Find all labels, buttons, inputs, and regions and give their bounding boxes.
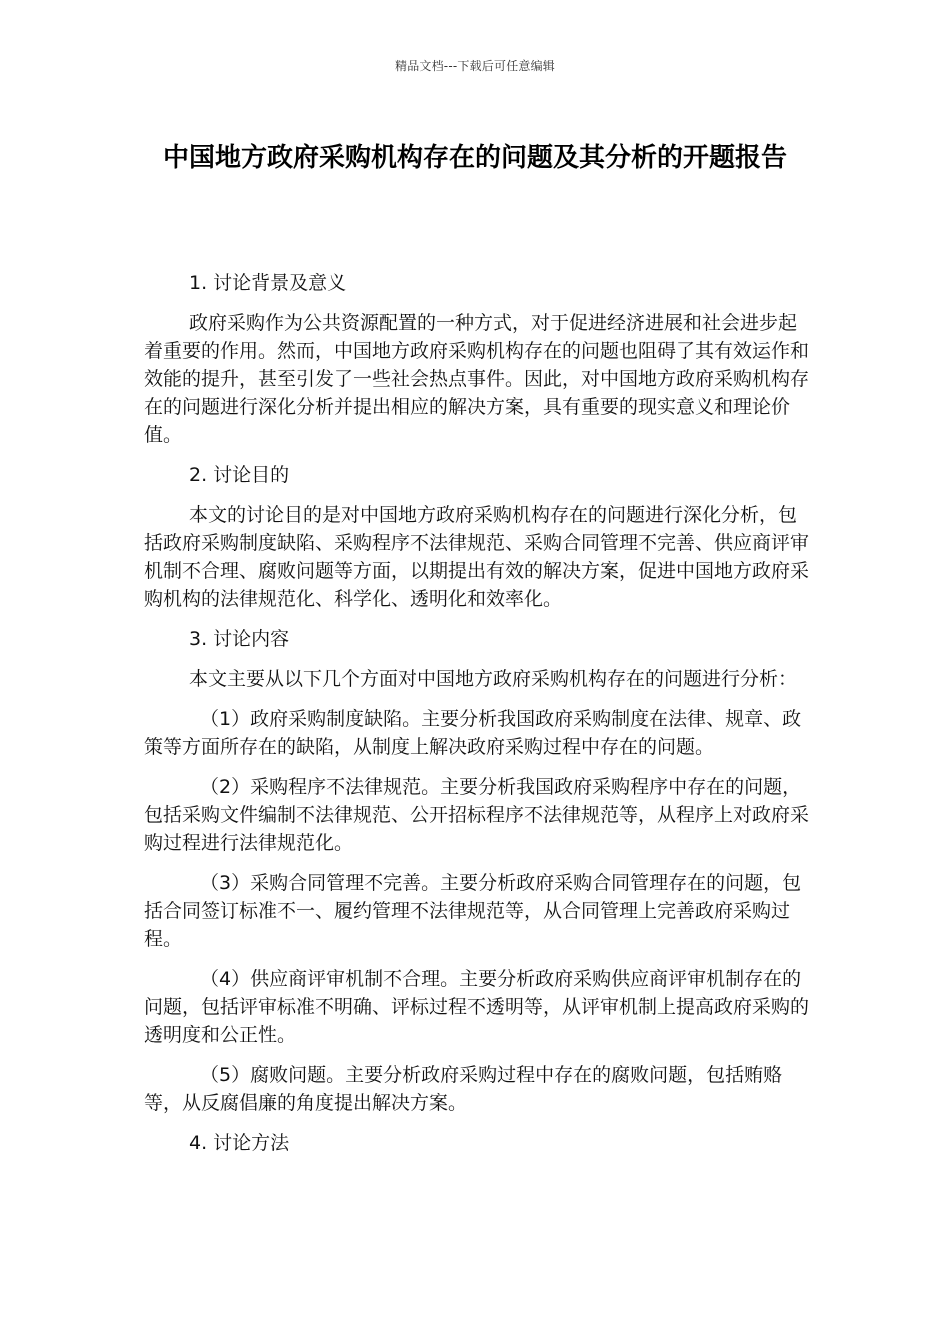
list-item: （2）采购程序不法律规范。主要分析我国政府采购程序中存在的问题，包括采购文件编制不法律规范、公开招标程序不法律规范等，从程序上对政府采购过程进行法律规范化。 [144, 776, 810, 854]
header-note: 精品文档---下载后可任意编辑 [395, 59, 555, 73]
document-title: 中国地方政府采购机构存在的问题及其分析的开题报告 [162, 143, 787, 173]
section-heading-background: 1. 讨论背景及意义 [189, 272, 347, 294]
list-item: （4）供应商评审机制不合理。主要分析政府采购供应商评审机制存在的问题，包括评审标准不明确、评标过程不透明等，从评审机制上提高政府采购的透明度和公正性。 [144, 968, 810, 1046]
section-heading-content: 3. 讨论内容 [189, 628, 290, 650]
paragraph-purpose: 本文的讨论目的是对中国地方政府采购机构存在的问题进行深化分析，包括政府采购制度缺陷、采购程序不法律规范、采购合同管理不完善、供应商评审机制不合理、腐败问题等方面，以期提出有效的解决方案，促进中国地方政府采购机构的法律规范化、科学化、透明化和效率化。 [144, 504, 810, 610]
list-item: （1）政府采购制度缺陷。主要分析我国政府采购制度在法律、规章、政策等方面所存在的缺陷，从制度上解决政府采购过程中存在的问题。 [144, 708, 802, 758]
list-item: （3）采购合同管理不完善。主要分析政府采购合同管理存在的问题，包括合同签订标准不一、履约管理不法律规范等，从合同管理上完善政府采购过程。 [144, 872, 802, 950]
section-heading-purpose: 2. 讨论目的 [189, 464, 290, 486]
list-item: （5）腐败问题。主要分析政府采购过程中存在的腐败问题，包括贿赂等，从反腐倡廉的角度提出解决方案。 [144, 1064, 783, 1114]
paragraph-content-intro: 本文主要从以下几个方面对中国地方政府采购机构存在的问题进行分析： [189, 668, 798, 690]
paragraph-background: 政府采购作为公共资源配置的一种方式，对于促进经济进展和社会进步起着重要的作用。然而，中国地方政府采购机构存在的问题也阻碍了其有效运作和效能的提升，甚至引发了一些社会热点事件。因此，对中国地方政府采购机构存在的问题进行深化分析并提出相应的解决方案，具有重要的现实意义和理论价值。 [144, 312, 810, 446]
document-body [144, 269, 814, 1169]
section-heading-method: 4. 讨论方法 [189, 1132, 290, 1154]
